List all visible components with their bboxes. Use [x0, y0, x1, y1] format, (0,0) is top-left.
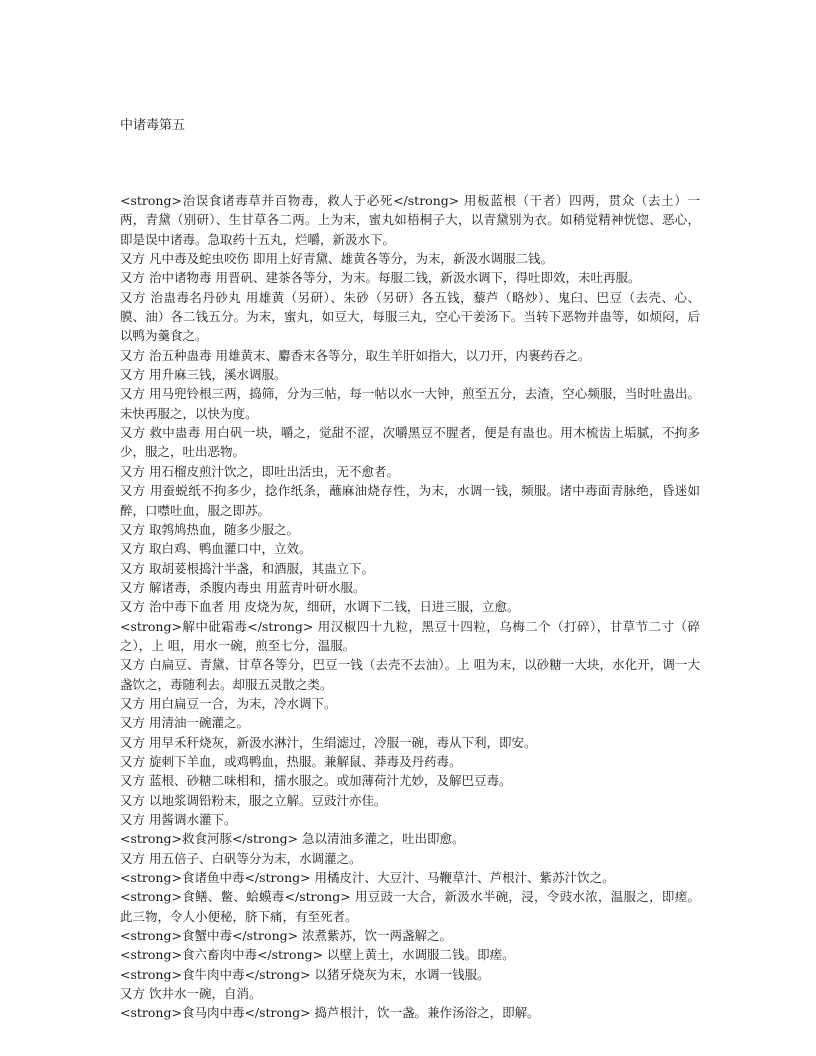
paragraph: 又方 白扁豆、青黛、甘草各等分，巴豆一钱（去壳不去油）。上 咀为末，以砂糖一大块，水化开，调一大盏饮之，毒随利去。却服五灵散之类。	[120, 657, 700, 692]
paragraph: <strong>食鳝、鳖、蛤蟆毒</strong> 用豆豉一大合，新汲水半碗，浸，令豉水浓，温服之，即瘥。此三物，令人小便秘，脐下痛，有至死者。	[120, 889, 700, 924]
paragraph: 又方 用马兜铃根三两，捣筛，分为三帖，每一帖以水一大钟，煎至五分，去渣，空心频服，当时吐蛊出。未快再服之，以快为度。	[120, 386, 700, 421]
section-title: 中诸毒第五	[120, 118, 186, 133]
document-body	[120, 191, 700, 1023]
paragraph: <strong>食牛肉中毒</strong> 以猪牙烧灰为末，水调一钱服。	[120, 966, 490, 982]
paragraph: 又方 取胡荽根捣汁半盏，和酒服，其蛊立下。	[120, 560, 374, 576]
paragraph: 又方 用石榴皮煎汁饮之，即吐出活虫，无不愈者。	[120, 463, 399, 479]
paragraph: 又方 治中毒下血者 用 皮烧为灰，细研，水调下二钱，日进三服，立愈。	[120, 599, 520, 615]
paragraph: 又方 用五倍子、白矾等分为末，水调灌之。	[120, 850, 362, 866]
paragraph: 又方 用清油一碗灌之。	[120, 715, 249, 731]
paragraph: <strong>食诸鱼中毒</strong> 用橘皮汁、大豆汁、马鞭草汁、芦根汁、紫苏汁饮之。	[120, 870, 615, 886]
paragraph: 又方 治五种蛊毒 用雄黄末、麝香末各等分，取生羊肝如指大，以刀开，内裹药吞之。	[120, 347, 591, 363]
paragraph: <strong>治误食诸毒草并百物毒，救人于必死</strong> 用板蓝根（干者）四两，贯众（去土）一两，青黛（别研）、生甘草各二两。上为末，蜜丸如梧桐子大，以青黛别为衣。如稍觉精神恍惚、恶心，即是误中诸毒。急取药十五丸，烂嚼，新汲水下。	[120, 193, 700, 247]
paragraph: 又方 用蚕蜕纸不拘多少，捻作纸条，蘸麻油烧存性，为末，水调一钱，频服。诸中毒面青脉绝，昏迷如醉，口噤吐血，服之即苏。	[120, 483, 700, 518]
paragraph: 又方 取鹁鸠热血，随多少服之。	[120, 521, 299, 537]
paragraph: 又方 用酱调水灌下。	[120, 812, 237, 827]
paragraph: 又方 凡中毒及蛇虫咬伤 即用上好青黛、雄黄各等分，为末，新汲水调服二钱。	[120, 251, 553, 267]
paragraph: 又方 取白鸡、鸭血灌口中，立效。	[120, 541, 312, 557]
paragraph: 又方 治蛊毒名丹砂丸 用雄黄（另研）、朱砂（另研）各五钱，藜芦（略炒）、鬼臼、巴豆（去壳、心、膜、油）各二钱五分。为末，蜜丸，如豆大，每服三丸，空心干姜汤下。当转下恶物并蛊等，如烦闷，后以鸭为羹食之。	[120, 289, 700, 344]
paragraph: <strong>食马肉中毒</strong> 捣芦根汁，饮一盏。兼作汤浴之，即解。	[120, 1005, 540, 1021]
paragraph: <strong>救食河豚</strong> 急以清油多灌之，吐出即愈。	[120, 831, 465, 847]
paragraph: 又方 解诸毒，杀腹内毒虫 用蓝青叶研水服。	[120, 579, 366, 595]
paragraph: 又方 用白扁豆一合，为末，冷水调下。	[120, 695, 337, 711]
paragraph: 又方 旋刺下羊血，或鸡鸭血，热服。兼解鼠、莽毒及丹药毒。	[120, 753, 462, 769]
paragraph: 又方 治中诸物毒 用晋矾、建茶各等分，为末。每服二钱，新汲水调下，得吐即效，未吐再服。	[120, 270, 641, 286]
paragraph: 又方 用升麻三钱，溪水调服。	[120, 367, 287, 383]
paragraph: <strong>食蟹中毒</strong> 浓煮紫苏，饮一两盏解之。	[120, 928, 453, 944]
paragraph: 又方 救中蛊毒 用白矾一块，嚼之，觉甜不涩，次嚼黑豆不腥者，便是有蛊也。用木梳齿上垢腻，不拘多少，服之，吐出恶物。	[120, 425, 700, 460]
paragraph: 又方 以地浆调铅粉末，服之立解。豆豉汁亦佳。	[120, 792, 387, 808]
paragraph: 又方 用早禾秆烧灰，新汲水淋汁，生绢滤过，冷服一碗，毒从下利，即安。	[120, 734, 537, 750]
paragraph: 又方 蓝根、砂糖二味相和，擂水服之。或加薄荷汁尤妙，及解巴豆毒。	[120, 773, 512, 789]
paragraph: 又方 饮井水一碗，自消。	[120, 986, 262, 1002]
paragraph: <strong>食六畜肉中毒</strong> 以壁上黄土，水调服二钱。即瘥。	[120, 947, 515, 963]
paragraph: <strong>解中砒霜毒</strong> 用汉椒四十九粒，黑豆十四粒，乌梅二个（打碎），甘草节二寸（碎之），上 咀，用水一碗，煎至七分，温服。	[120, 618, 700, 653]
